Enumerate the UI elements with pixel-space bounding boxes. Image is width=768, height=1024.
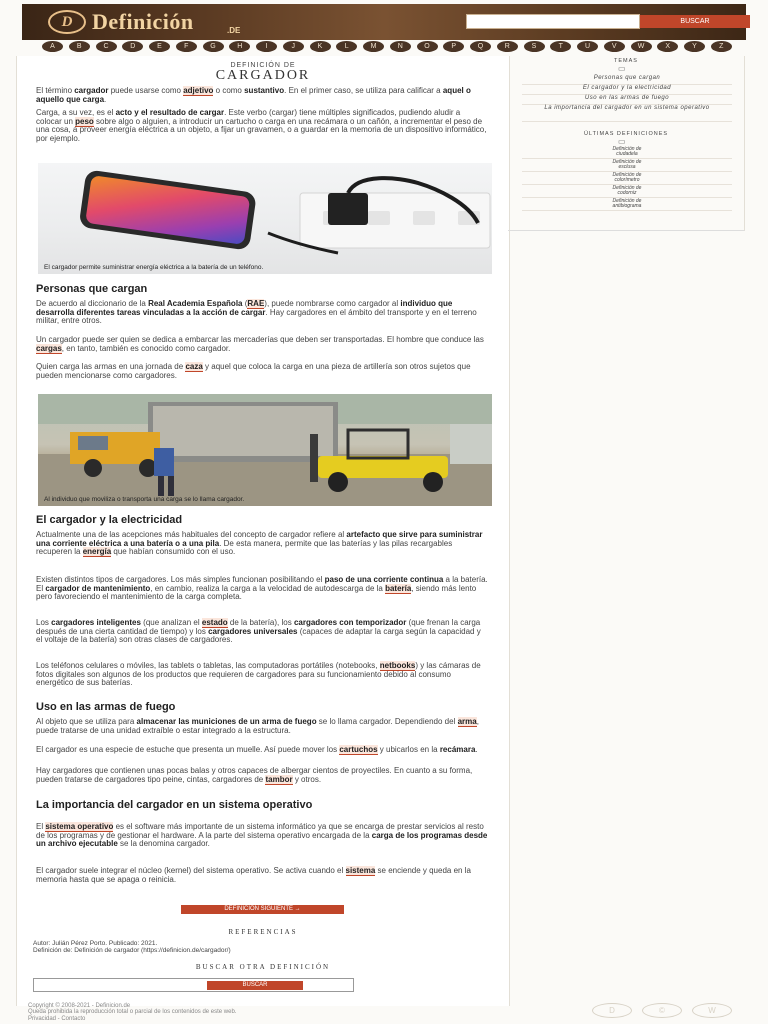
- link-cartuchos[interactable]: cartuchos: [339, 745, 378, 754]
- alphabet-letter-z[interactable]: Z: [711, 41, 732, 52]
- alphabet-letter-p[interactable]: P: [443, 41, 464, 52]
- paragraph-kernel: El cargador suele integrar el núcleo (kernel) del sistema operativo. Se activa cuando el sistema se enciende y queda en la memoria hasta que se apaga o reinicia.: [36, 866, 471, 884]
- forklift-illustration: [38, 394, 492, 506]
- latest-item-word: esclusa: [618, 163, 636, 170]
- alphabet-letter-v[interactable]: V: [604, 41, 625, 52]
- article: [16, 56, 510, 1006]
- paragraph-carga: Carga, a su vez, es el acto y el resultado de cargar. Este verbo (cargar) tiene múltiples significados, pudiendo aludir a colocar un peso sobre algo o alguien, a introducir un cartucho o carga en una recámara o un cañón, a incrementar el peso de una cosa, a proveer energía eléctrica a un objeto, a fijar un gravamen, o a guardar en la memoria de un dispositivo informático, por ejemplo.: [36, 108, 487, 144]
- paragraph-estuche: El cargador es una especie de estuche que presenta un muelle. Así puede mover los cartuchos y ubicarlos en la recámara.: [36, 745, 478, 754]
- logo-suffix: .DE: [227, 26, 241, 35]
- alphabet-letter-q[interactable]: Q: [470, 41, 491, 52]
- alphabet-letter-r[interactable]: R: [497, 41, 518, 52]
- alphabet-letter-m[interactable]: M: [363, 41, 384, 52]
- latest-item-word: codorniz: [617, 189, 637, 196]
- footer-links[interactable]: Privacidad - Contacto: [28, 1015, 86, 1022]
- link-peso[interactable]: peso: [75, 116, 94, 126]
- link-adjetivo[interactable]: adjetivo: [183, 86, 214, 95]
- charger-illustration: [38, 163, 492, 274]
- alphabet-letter-j[interactable]: J: [283, 41, 304, 52]
- footer-copyright: Copyright © 2008-2021 - Definicion.de: [28, 1003, 131, 1009]
- logo-mark-icon: D: [48, 10, 86, 34]
- sidebar: [508, 56, 745, 231]
- alphabet-letter-l[interactable]: L: [336, 41, 357, 52]
- link-bateria[interactable]: batería: [385, 583, 412, 593]
- latest-item-prefix: Definición de: [612, 185, 642, 191]
- sidebar-latest-item[interactable]: [522, 147, 732, 159]
- references-title: REFERENCIAS: [228, 928, 298, 936]
- image-caption: El cargador permite suministrar energía eléctrica a la batería de un teléfono.: [44, 264, 264, 271]
- definicion-logo-icon: D: [592, 1003, 632, 1018]
- alphabet-letter-b[interactable]: B: [69, 41, 90, 52]
- alphabet-letter-h[interactable]: H: [229, 41, 250, 52]
- latest-item-word: colorímetro: [614, 176, 640, 183]
- references-author: Autor: Julián Pérez Porto. Publicado: 2021.: [33, 940, 158, 947]
- sidebar-latest-item[interactable]: [522, 199, 732, 211]
- latest-item-prefix: Definición de: [612, 172, 642, 178]
- footer-icons: [592, 1003, 732, 1018]
- page-pre-title: DEFINICIÓN DE: [230, 62, 296, 69]
- alphabet-nav: [42, 41, 732, 53]
- link-estado[interactable]: estado: [201, 618, 228, 627]
- footer-notice: Queda prohibida la reproducción total o parcial de los contenidos de este web.: [28, 1009, 237, 1016]
- heading-sistema: La importancia del cargador en un sistema operativo: [36, 799, 313, 811]
- charger-photo: [38, 163, 492, 274]
- header-search-button[interactable]: BUSCAR: [640, 15, 750, 28]
- sidebar-temas-title: TEMAS: [614, 58, 638, 64]
- alphabet-letter-n[interactable]: N: [390, 41, 411, 52]
- link-energia[interactable]: energía: [82, 547, 112, 557]
- footer: [28, 1003, 236, 1022]
- sidebar-tema-item[interactable]: El cargador y la electricidad: [522, 85, 732, 95]
- alphabet-letter-w[interactable]: W: [631, 41, 652, 52]
- alphabet-letter-g[interactable]: G: [203, 41, 224, 52]
- latest-item-word: antibiograma: [612, 202, 642, 209]
- document-icon: ▭: [618, 64, 626, 73]
- link-cargas[interactable]: cargas: [36, 343, 62, 353]
- alphabet-letter-e[interactable]: E: [149, 41, 170, 52]
- alphabet-letter-u[interactable]: U: [577, 41, 598, 52]
- paragraph-mercaderias: Un cargador puede ser quien se dedica a embarcar las mercaderías que deben ser transportadas. El hombre que conduce las cargas, en tanto, también es conocido como cargador.: [36, 335, 484, 353]
- alphabet-letter-i[interactable]: I: [256, 41, 277, 52]
- document-icon: ▭: [618, 137, 626, 146]
- paragraph-caza: Quien carga las armas en una jornada de caza y aquel que coloca la carga en una pieza de artillería son otros sujetos que pueden mencionarse como cargadores.: [36, 362, 471, 380]
- search-other-button[interactable]: BUSCAR: [207, 981, 303, 990]
- image-caption: Al individuo que moviliza o transporta una carga se lo llama cargador.: [44, 496, 245, 503]
- search-other-title: BUSCAR OTRA DEFINICIÓN: [195, 963, 331, 971]
- references-citation: Definición de: Definición de cargador (https://definicion.de/cargador/): [33, 947, 231, 955]
- link-caza[interactable]: caza: [185, 362, 203, 371]
- alphabet-letter-f[interactable]: F: [176, 41, 197, 52]
- latest-item-prefix: Definición de: [612, 159, 642, 165]
- paragraph-inteligentes: Los cargadores inteligentes (que analizan el estado de la batería), los cargadores con temporizador (que frenan la carga después de una cierta cantidad de tiempo) y los cargadores universales (capaces de adaptar la carga según la capacidad y el voltaje de la batería) son otras clases de cargadores.: [36, 618, 481, 645]
- alphabet-letter-y[interactable]: Y: [684, 41, 705, 52]
- alphabet-letter-t[interactable]: T: [550, 41, 571, 52]
- sidebar-tema-item[interactable]: La importancia del cargador en un sistema operativo: [522, 105, 732, 122]
- alphabet-letter-x[interactable]: X: [657, 41, 678, 52]
- logo-text: Definición: [92, 9, 194, 34]
- paragraph-intro: El término cargador puede usarse como adjetivo o como sustantivo. En el primer caso, se utiliza para calificar a aquel o aquello que carga.: [36, 86, 471, 104]
- link-rae[interactable]: RAE: [247, 299, 265, 308]
- link-tambor[interactable]: tambor: [265, 774, 293, 784]
- latest-item-prefix: Definición de: [612, 198, 642, 204]
- sidebar-latest-item[interactable]: [522, 173, 732, 185]
- next-definition-button[interactable]: DEFINICIÓN SIGUIENTE →: [181, 905, 344, 914]
- wordpress-icon: W: [692, 1003, 732, 1018]
- heading-electricidad: El cargador y la electricidad: [36, 514, 183, 526]
- site-header: [22, 4, 746, 40]
- copyright-icon: ©: [642, 1003, 682, 1018]
- sidebar-latest-item[interactable]: [522, 186, 732, 198]
- sidebar-tema-item[interactable]: Personas que cargan: [522, 75, 732, 85]
- alphabet-letter-o[interactable]: O: [417, 41, 438, 52]
- sidebar-latest-item[interactable]: [522, 160, 732, 172]
- site-logo[interactable]: [48, 9, 194, 35]
- link-arma[interactable]: arma: [457, 717, 477, 726]
- alphabet-letter-a[interactable]: A: [42, 41, 63, 52]
- link-netbooks[interactable]: netbooks: [379, 661, 416, 670]
- heading-armas: Uso en las armas de fuego: [36, 701, 176, 713]
- latest-item-word: ciudadela: [616, 150, 638, 157]
- forklift-photo: [38, 394, 492, 506]
- link-sistema[interactable]: sistema: [345, 866, 376, 875]
- alphabet-letter-d[interactable]: D: [122, 41, 143, 52]
- alphabet-letter-c[interactable]: C: [96, 41, 117, 52]
- sidebar-ultimas-title: ÚLTIMAS DEFINICIONES: [583, 131, 669, 137]
- paragraph-tipos: Existen distintos tipos de cargadores. Los más simples funcionan posibilitando el paso de una corriente continua a la batería. El cargador de mantenimiento, en cambio, realiza la carga a la velocidad de autodescarga de la batería, siendo más lento pero favoreciendo el mantenimiento de la carga completa.: [36, 575, 488, 602]
- paragraph-municiones: Al objeto que se utiliza para almacenar las municiones de un arma de fuego se lo llama cargador. Dependiendo del arma, puede tratarse de una unidad extraíble o estar integrado a la estructura.: [36, 717, 479, 735]
- header-search-input[interactable]: [466, 14, 640, 29]
- paragraph-balas: Hay cargadores que contienen unas pocas balas y otros capaces de albergar cientos de proyectiles. En cuanto a su forma, pueden tratarse de cargadores tipo peine, cintas, cargadores de tambor y otros.: [36, 766, 473, 784]
- link-sistema-operativo[interactable]: sistema operativo: [45, 822, 114, 831]
- paragraph-software: El sistema operativo es el software más importante de un sistema informático ya que se encarga de prestar servicios al resto de los programas y de gestionar el hardware. A la parte del sistema operativo encargada de la carga de los programas desde un archivo ejecutable se la denomina cargador.: [36, 822, 488, 849]
- alphabet-letter-k[interactable]: K: [310, 41, 331, 52]
- references: [33, 940, 231, 955]
- search-other-input[interactable]: [33, 978, 354, 992]
- paragraph-rae: De acuerdo al diccionario de la Real Academia Española (RAE), puede nombrarse como cargador al individuo que desarrolla diferentes tareas vinculadas a la acción de cargar. Hay cargadores en el ámbito del transporte y en el terreno militar, entre otros.: [36, 299, 477, 326]
- sidebar-tema-item[interactable]: Uso en las armas de fuego: [522, 95, 732, 105]
- page-title: CARGADOR: [215, 68, 311, 83]
- latest-item-prefix: Definición de: [612, 146, 642, 152]
- alphabet-letter-s[interactable]: S: [524, 41, 545, 52]
- heading-personas: Personas que cargan: [36, 283, 148, 295]
- paragraph-artefacto: Actualmente una de las acepciones más habituales del concepto de cargador refiere al artefacto que sirve para suministrar una corriente eléctrica a una batería o a una pila. De esta manera, permite que las baterías y las pilas recargables recuperen la energía que habían consumido con el uso.: [36, 530, 483, 557]
- paragraph-telefonos: Los teléfonos celulares o móviles, las tablets o tabletas, las computadoras portátiles (notebooks, netbooks) y las cámaras de fotos digitales son algunos de los productos que requieren de cargadores para su funcionamiento debido al consumo energético de sus baterías.: [36, 661, 481, 688]
